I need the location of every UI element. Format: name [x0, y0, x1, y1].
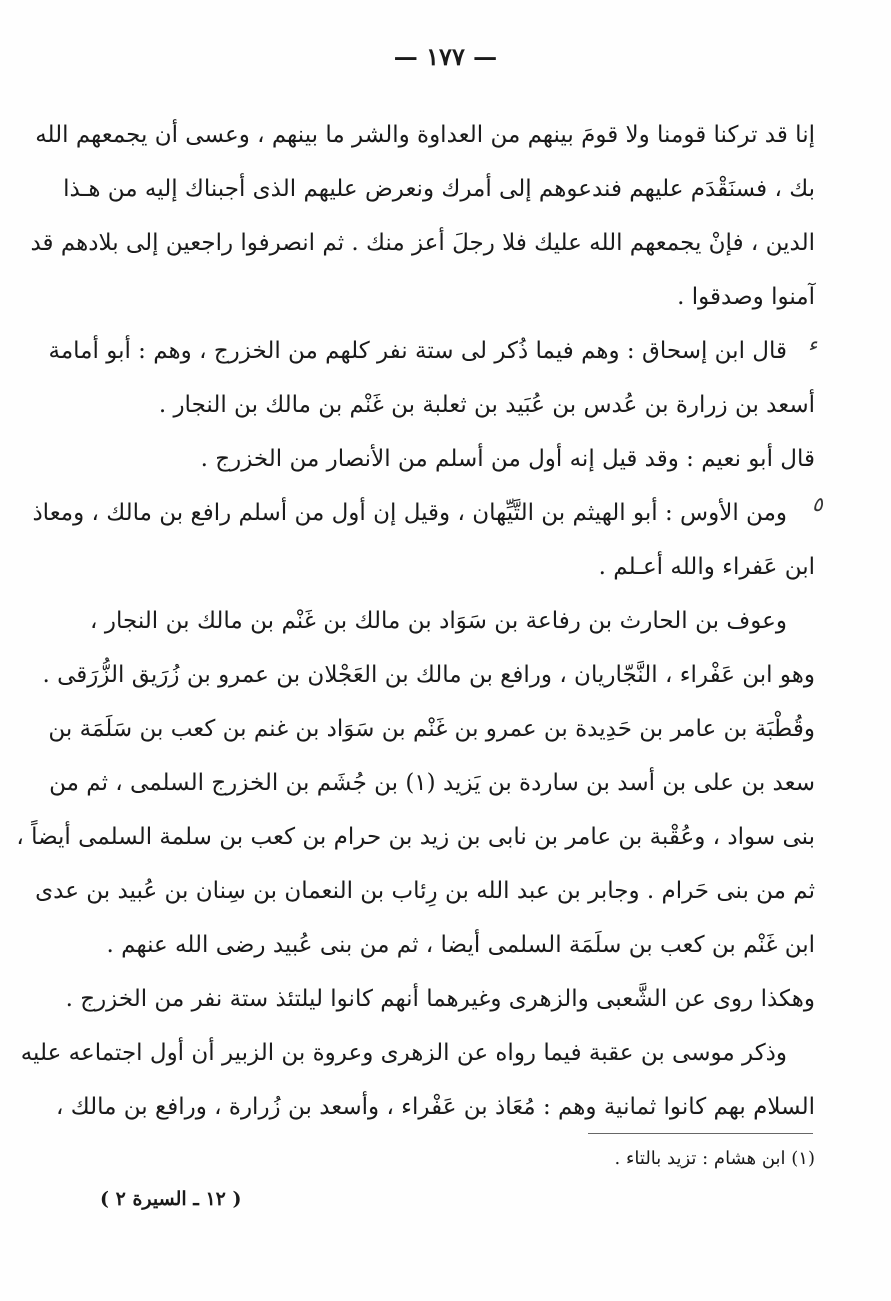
- text-line: ابن غَنْم بن كعب بن سلَمَة السلمى أيضا ، ثم من بنى عُبيد رضى الله عنهم .: [106, 932, 815, 958]
- text-line: ثم من بنى حَرام . وجابر بن عبد الله بن رِئاب بن النعمان بن سِنان بن عُبيد بن عدى: [35, 878, 815, 904]
- text-line: سعد بن على بن أسد بن ساردة بن يَزيد (١) بن جُشَم بن الخزرج السلمى ، ثم من: [49, 770, 815, 796]
- text-line: قال أبو نعيم : وقد قيل إنه أول من أسلم من الأنصار من الخزرج .: [200, 446, 815, 472]
- text-line: قال ابن إسحاق : وهم فيما ذُكر لى ستة نفر كلهم من الخزرج ، وهم : أبو أمامة: [48, 338, 787, 364]
- footnote: (١) ابن هشام : تزيد بالتاء .: [614, 1148, 815, 1169]
- text-line: وذكر موسى بن عقبة فيما رواه عن الزهرى وعروة بن الزبير أن أول اجتماعه عليه: [20, 1040, 787, 1066]
- text-line: وقُطْبَة بن عامر بن حَدِيدة بن عمرو بن غَنْم بن سَوَاد بن غنم بن كعب بن سَلَمَة بن: [48, 716, 815, 742]
- page-number: — ١٧٧ —: [393, 42, 498, 71]
- text-line: بنى سواد ، وعُقْبة بن عامر بن نابى بن زيد بن حرام بن كعب بن سلمة السلمى أيضاً ،: [16, 824, 815, 850]
- text-line: وهو ابن عَفْراء ، النَّجّاريان ، ورافع بن مالك بن العَجْلان بن عمرو بن زُرَيق الزُّرَقى .: [42, 662, 815, 688]
- text-line: آمنوا وصدقوا .: [677, 284, 815, 310]
- margin-line-number: ٥: [812, 492, 823, 516]
- main-text: [16, 108, 818, 1134]
- printer-signature: ( ١٢ ـ السيرة ٢ ): [100, 1188, 242, 1210]
- text-line: بك ، فسنَقْدَم عليهم فندعوهم إلى أمرك ونعرض عليهم الذى أجبناك إليه من هـذا: [63, 176, 815, 202]
- text-line: الدين ، فإنْ يجمعهم الله عليك فلا رجلَ أعز منك . ثم انصرفوا راجعين إلى بلادهم قد: [30, 230, 815, 256]
- margin-note-mark: ء: [808, 332, 818, 356]
- text-line: إنا قد تركنا قومنا ولا قومَ بينهم من العداوة والشر ما بينهم ، وعسى أن يجمعهم الله: [35, 122, 815, 148]
- text-line: وهكذا روى عن الشَّعبى والزهرى وغيرهما أنهم كانوا ليلتئذ ستة نفر من الخزرج .: [65, 986, 815, 1012]
- text-line: ابن عَفراء والله أعـلم .: [598, 554, 815, 580]
- text-line: وعوف بن الحارث بن رفاعة بن سَوَاد بن مالك بن غَنْم بن مالك بن النجار ،: [90, 608, 787, 634]
- text-line: ومن الأوس : أبو الهيثم بن التَّيِّهان ، وقيل إن أول من أسلم رافع بن مالك ، ومعاذ: [32, 500, 787, 526]
- text-line: السلام بهم كانوا ثمانية وهم : مُعَاذ بن عَفْراء ، وأسعد بن زُرارة ، ورافع بن مالك ،: [56, 1094, 815, 1120]
- footnote-divider: [588, 1133, 813, 1134]
- text-line: أسعد بن زرارة بن عُدس بن عُبَيد بن ثعلبة بن غَنْم بن مالك بن النجار .: [158, 392, 815, 418]
